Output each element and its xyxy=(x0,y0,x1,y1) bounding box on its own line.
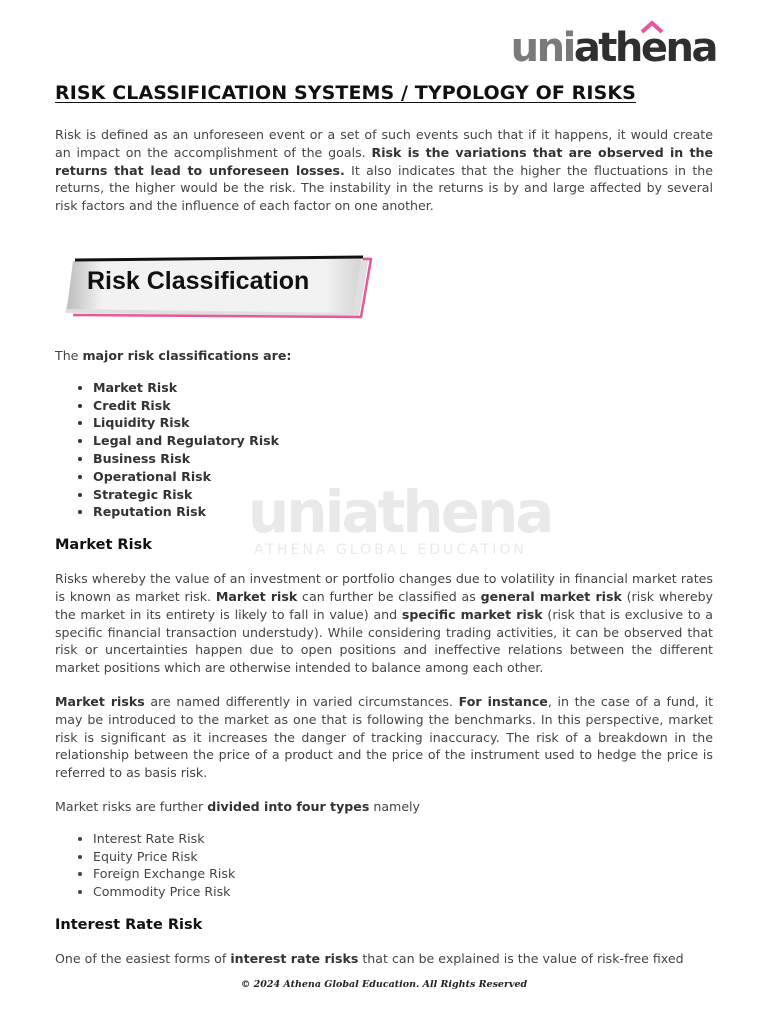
classifications-intro xyxy=(55,347,713,365)
mr-p1-c: can further be classified as xyxy=(297,588,481,604)
uniathena-logo xyxy=(510,25,716,71)
intro-text-1: Risk is defined as an unforeseen event or a set of such events such that if it happens, it would create an impact on the accomplishment of the goals. xyxy=(55,127,713,160)
mr-p2-b: are named differently in varied circumstances. xyxy=(144,693,459,709)
list-item: • Equity Price Risk xyxy=(93,848,713,866)
interest-rate-risk-paragraph-1 xyxy=(55,950,713,968)
mr-p1-e: (risk whereby the market in its entirety is likely to fall in value) and xyxy=(55,588,714,622)
market-risk-heading: Market Risk xyxy=(55,537,152,554)
mr-p1-d: general market risk xyxy=(480,588,622,604)
list-item: • Strategic Risk xyxy=(93,486,713,504)
interest-rate-risk-heading: Interest Rate Risk xyxy=(55,916,203,933)
mr-p1-f: specific market risk xyxy=(401,606,543,622)
page-footer: © 2024 Athena Global Education. All Rights Reserved xyxy=(240,979,528,990)
mr-p3-b: divided into four types xyxy=(207,798,370,814)
mr-p3-c: namely xyxy=(369,798,421,814)
mr-p1-a: Risks whereby the value of an investment or portfolio changes due to volatility in financial market rates is known as market risk. xyxy=(55,571,713,604)
mr-p2-d: , in the case of a fund, it may be introduced to the market as one that is following the benchmarks. In this perspective, market risk is significant as it increases the danger of tracking inaccuracy. The risk of a breakdown in the relationship between the price of a product and the price of the instrument used to hedge the price is referred to as basis risk. xyxy=(55,693,714,781)
mr-p1-g: (risk that is exclusive to a specific financial transaction understudy). While considering trading activities, it can be observed that risk or uncertainties happen due to open positions and ineffective relations between the different market positions which are otherwise intended to balance among each other. xyxy=(55,606,714,676)
list-item: • Liquidity Risk xyxy=(93,414,713,432)
list-item: • Interest Rate Risk xyxy=(93,830,713,848)
list-item: • Commodity Price Risk xyxy=(93,883,713,901)
classifications-lead: The xyxy=(55,347,83,363)
logo-wordmark xyxy=(511,26,716,70)
classifications-list xyxy=(55,379,713,521)
list-item: • Credit Risk xyxy=(93,397,713,415)
intro-bold-1: Risk is the variations that are observed in the returns that lead to unforeseen losses. xyxy=(55,144,714,178)
logo-athena: athena xyxy=(573,25,716,71)
document-body xyxy=(55,82,713,968)
market-risk-paragraph-2 xyxy=(55,693,713,782)
irr-p1-c: that can be explained is the value of risk-free fixed xyxy=(358,950,684,966)
risk-classification-banner xyxy=(63,255,383,321)
list-item: • Foreign Exchange Risk xyxy=(93,865,713,883)
intro-text-2: It also indicates that the higher the fluctuations in the returns, the higher would be the risk. The instability in the returns is by and large affected by several risk factors and the influence of each factor on one another. xyxy=(55,162,713,214)
logo-uni: uni xyxy=(510,25,574,71)
classifications-lead-bold: major risk classifications are: xyxy=(82,347,292,363)
watermark-tagline: ATHENA GLOBAL EDUCATION xyxy=(254,542,527,558)
market-risk-types-list xyxy=(55,830,713,901)
mr-p3-a: Market risks are further xyxy=(55,798,208,814)
banner-text: Risk Classification xyxy=(87,266,310,295)
market-risk-paragraph-3 xyxy=(55,798,713,816)
market-risk-paragraph-1 xyxy=(55,570,713,677)
list-item: • Legal and Regulatory Risk xyxy=(93,432,713,450)
irr-p1-b: interest rate risks xyxy=(230,950,359,966)
mr-p2-c: For instance xyxy=(458,693,548,709)
watermark-word: uniathena xyxy=(248,478,552,546)
list-item: • Market Risk xyxy=(93,379,713,397)
list-item: • Business Risk xyxy=(93,450,713,468)
mr-p2-a: Market risks xyxy=(55,693,145,709)
intro-paragraph xyxy=(55,126,713,215)
irr-p1-a: One of the easiest forms of xyxy=(55,950,231,966)
list-item: • Reputation Risk xyxy=(93,503,713,521)
page-title: RISK CLASSIFICATION SYSTEMS / TYPOLOGY OF RISKS xyxy=(55,82,636,104)
mr-p1-b: Market risk xyxy=(215,588,298,604)
list-item: • Operational Risk xyxy=(93,468,713,486)
